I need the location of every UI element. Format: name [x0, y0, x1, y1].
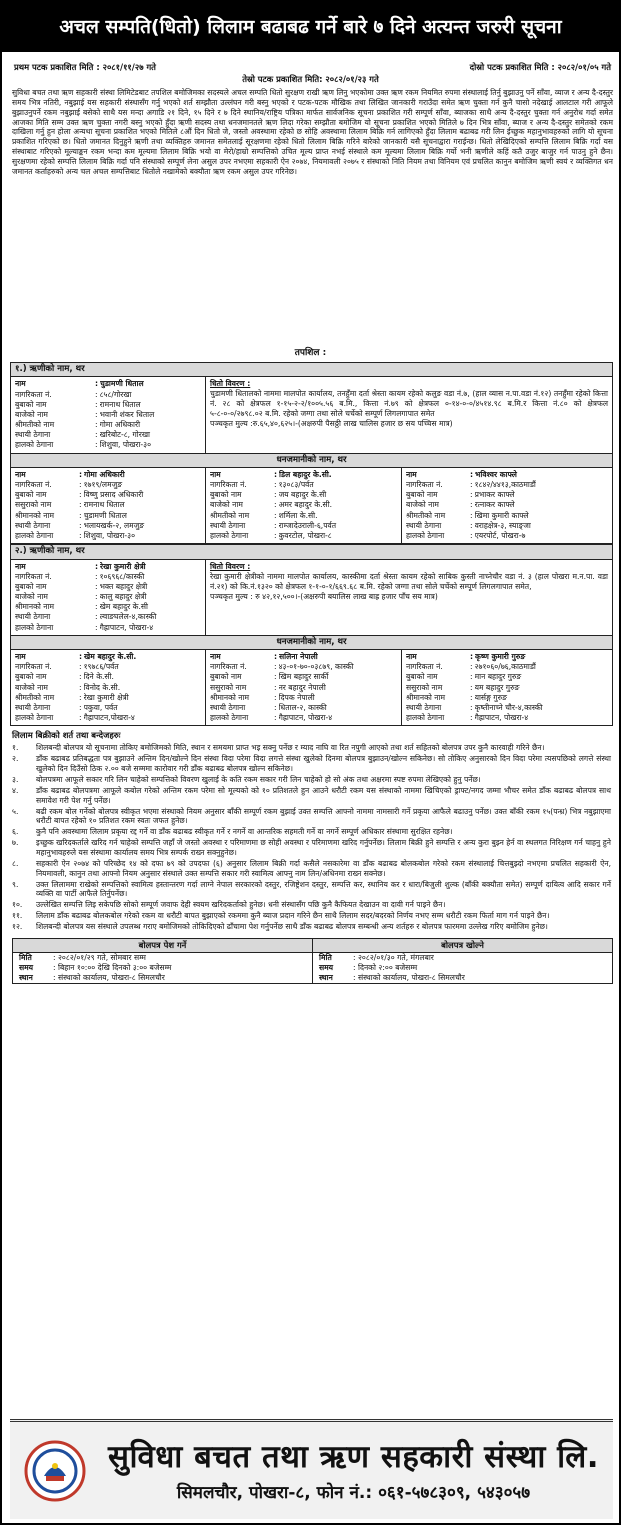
collateral-details: [206, 377, 612, 452]
bid-schedule: [12, 938, 613, 984]
cooperative-logo-icon: [24, 1440, 86, 1502]
bid-open-box: बोलपत्र खोल्ने मिति : २०८२/०१/३० गते, मंगलबार समय : दिनको २:०० बजेसम्म स्थान : संस्थाको कार्यालय, पोखरा-८ सिमलचौर: [313, 939, 612, 983]
publish-dates: [2, 52, 619, 73]
condition-item: १. शिलबन्दी बोलपत्र यो सूचनामा तोकिए बमोजिमको मिति, स्थान र समयमा प्राप्त भइ सक्नु पर्नेछ र म्याद नाघि वा रित नपुगी आएको तथा शर्त सहितको बोलपत्र उपर कुनै कारवाही गरिने छैन।: [12, 743, 545, 753]
organization-footer: [10, 1419, 613, 1519]
details-heading: तपशिल :: [294, 348, 327, 359]
conditions-title: लिलाम बिक्रीको शर्त तथा बन्देजहरुः: [12, 730, 121, 741]
borrower-details: नाम : रेखा कुमारी क्षेत्री नागरिकता नं. : १०६९६८/कास्की बुबाको नाम : भक्त बहादुर क्षेत्री बाजेको नाम : कालु बहादुर क्षेत्री श्रीमानको नाम : खेम बहादुर के.सी स्थायी ठेगाना : ल्वाङघलेल-४,कास्की हालको ठेगाना : गैह्रापाटन, पोखरा-४: [11, 560, 206, 635]
borrower-section-1: [10, 362, 613, 544]
organization-address: सिमलचौर, पोखरा-८, फोन नं.: ०६१-५७८३०९, ५४३०५७: [176, 1482, 531, 1503]
condition-item: ६. कुनै पनि अवस्थामा लिलाम प्रकृया रद्द गर्ने वा डाँक बढाबढ स्वीकृत गर्ने र नगर्ने वा आन्तरिक सहमती गर्ने वा नगर्ने सम्पूर्ण अधिकार संस्थामा सुरक्षित रहनेछ।: [12, 827, 453, 837]
collateral-value: पञ्चकृत मुल्य : रु ४२,१२,५००।-(अक्षरुपी बयालिस लाख बाह्र हजार पाँच सय मात्र): [210, 591, 438, 601]
second-publish-date: दोस्रो पटक प्रकाशित मिति : २०८२/०१/०५ गते: [469, 62, 611, 72]
guarantor-card: नाम : खेम बहादुर के.सी. नागरिकता नं. : १९७८६/पर्वत बुबाको नाम : दिने के.सी. बाजेको नाम : विनोद के.सी. श्रीमतीको नाम : रेखा कुमारी क्षेत्री स्थायी ठेगाना : पकुवा, पर्वत हालको ठेगाना : गैह्रापाटन,पोखरा-४: [11, 650, 206, 725]
borrower-name: चुडामणी धिताल: [100, 379, 144, 389]
guarantor-card: नाम : गोमा अधिकारी नागरिकता नं. : १७१९/लमजुङ बुबाको नाम : विष्णु प्रसाद अधिकारी ससुराको नाम : रामनाथ धिताल श्रीमानको नाम : चुडामणी धिताल स्थायी ठेगाना : भलायखर्क-२, लमजुङ हालको ठेगाना : शिशुवा, पोखरा-३०: [11, 468, 206, 543]
intro-paragraph: सुविधा बचत तथा ऋण सहकारी संस्था लिमिटेडबाट तपशिल बमोजिमका सदस्यले अचल सम्पति धितो सुरक्षण राखी ऋण लिनु भएकोमा उक्त ऋण रकम नियमित रुपमा संस्थालाई तिर्नु बुझाउनु पर्ने साँवा, व्याज र अन्य दै-दस्तुर समय भित्र नतिरी, नबुझाई यस सहकारी संस्थासँग गर्नु भएको शर्त सम्झौता उल्लंघन गरी बस्नु भएको र पटक-पटक मौखिक तथा लिखित जानकारी गराउँदा समेत ऋण चुक्ता गर्न कुनै चासो नदेखाई आलटाल गरी आफूले बुझाउनुपर्ने रकम नबुझाई बसेको साथै यस मन्दा अगाडि २१ दिने, १५ दिने र ७ दिने स्थानिय/राष्ट्रिय पत्रिका मार्फत सार्वजनिक सूचना प्रकाशित गरी सम्पूर्ण साँवा, ब्याजका साथै अन्य दै-दस्तुर चुक्ता गर्न अनुरोध गर्दा समेत आजका मिति सम्म उक्त ऋण चुक्ता नगरी बस्नु भएको हुँदा ऋणी सदस्य तथा धनजमानतले ऋण लिदा गरेका सम्झौता बमोजिम यो सूचना प्रकाशित भएको मितिले ७ दिन भित्र साँवा, ब्याज र अन्य दै-दस्तुर समेतको रकम दाखिला गर्नु हुन होला अन्यथा सूचना प्रकाशित भएको मितिले ८औं दिन धितो जे, जस्तो अवस्थामा रहेको छ सोहि अवस्थामा लिलाम बिक्रि गर्न लागिएको हुँदा लिलाम बढाबढ गरी लिन ईच्छुक महानुभावहरुको लागि यो सूचना प्रकाशित गरिएको छ। धितो जमानत दिनुहुने ऋणी तथा व्यक्तिहरु जमानत समेतलाई सूरक्षणमा रहेको धितो लिलाम बिक्रि गरिने बारेको जानकारी यसै सूचनाद्वारा गराईन्छ। धितो लेखिदिएको सम्पत्ति लिलाम बिक्रि गर्दा यस संस्थाबाट गरिएको मूल्याङ्कन रकम भन्दा कम मूल्यमा लिलाम बिक्रि भयो वा मेरो/हाम्रो सम्पत्तिको उचित मूल्य प्राप्त नभई संस्थाले कम मूल्यमा लिलाम बिक्रि गर्यो भनी ऋणीले कहिं कतै उजुर बाजुर गर्न पाउनु हुने छैन। सुरक्षणमा रहेको सम्पत्ति लिलाम बिक्रि गर्दा पनि संस्थाको सम्पूर्ण लेना असुल उपर नभएमा सहकारी ऐन २०७४, नियमावली २०७५ र संस्थाको निति नियम तथा विनियम एवं प्रचलित कानुन बमोजिम ऋणी स्वयं र व्यक्तिगत धन जमानत कर्ताहरुको अन्य चल अचल सम्पत्तिबाट धितोले नखामेको बक्यौता ऋण रकम असुल उपर गरिनेछ।: [12, 88, 613, 176]
borrower-heading: २.) ऋणीको नाम, थर: [11, 544, 612, 559]
collateral-description: चुडामणी धितालको नाममा मालपोत कार्यालय, तनहुँमा दर्ता श्रेस्ता कायम रहेको कलुङ वडा नं.७, (हाल व्यास न.पा.वडा नं.१२) तनहुँमा रहेको कित्ता नं. २८ को क्षेत्रफल १-१५-२-२/१००५.५६ ब.मि., कित्ता नं.७९ को क्षेत्रफल ०-१४-०-०/४५१४.९८ ब.मि.र कित्ता नं.८० को क्षेत्रफल ५-८-०-०/२७९८.०२ ब.मि. रहेको जग्गा तथा सोले चर्चेको सम्पूर्ण लिगलगापात समेत: [210, 389, 608, 419]
guarantor-card: नाम : डिल बहादुर के.सी. नागरिकता नं. : १३०८३/पर्वत बुबाको नाम : जय बहादुर के.सी बाजेको नाम : अमर बहादुर के.सी. श्रीमतीको नाम : शर्मिला के.सी. स्थायी ठेगाना : राम्जादेउराली-६,पर्वत हालको ठेगाना : कुवरटोल, पोखरा-८: [206, 468, 402, 543]
collateral-title: धितो विवरण :: [210, 379, 251, 389]
third-publish-date: तेस्रो पटक प्रकाशित मिति: २०८२/०१/२३ गते: [242, 74, 379, 85]
guarantor-card: नाम : भविश्वर काफ्ले नागरिकता नं. : १८४२/४४१३,काठमाडौं बुबाको नाम : प्रभाकर काफ्ले बाजेको नाम : रत्नाकर काफ्ले श्रीमतीको नाम : खिमा कुमारी काफ्ले स्थायी ठेगाना : वराहक्षेत्र-३, स्याङ्जा हालको ठेगाना : एयरपोर्ट, पोखरा-७: [406, 469, 536, 540]
guarantor-heading: धनजमानीको नाम, थर: [11, 636, 612, 650]
borrower-section-2: [10, 544, 613, 726]
condition-item: ३. बोलपत्रमा आफूले सकार गरि लिन चाहेको सम्पत्तिको विवरण खुलाई के कति रकम सकार गरी लिन चाहेको हो सो अंक तथा अक्षरमा स्पष्ट रुपमा लेखिएको हुनु पर्नेछ।: [12, 774, 481, 784]
condition-item: २. डाँक बढाबढ प्रतिबद्धता पत्र बुझाउने अन्तिम दिन/खोल्ने दिन संस्था विदा परेमा विदा लगत्ते संस्था खुलेको दिनमा बोलपत्र बुझाउन/खोल्न सकिनेछ। सो तोकिए अनुसारको दिन विदा परेमा त्यसपछिको लगत्ते संस्था खुलेको दिन दिउँसो ठिक २.०० बजे सम्ममा कारोवार गरी डाँक बढाबढ बोलपत्र खोल्न सकिनेछ।: [12, 754, 611, 774]
collateral-description: रेखा कुमारी क्षेत्रीको नाममा मालपोत कार्यालय, कास्कीमा दर्ता श्रेस्ता कायम रहेको साबिक कुस्ती नाच्नेचौर वडा नं. ३ (हाल पोखरा म.न.पा. वडा नं.२१) को कि.नं.१३२० को क्षेत्रफल १-१-०-१/६६९.६८ ब.मि. रहेको जग्गा तथा सोले चर्चेको सम्पूर्ण लिगलगापात समेत,: [210, 571, 608, 591]
guarantor-card: नाम : सलिना नेपाली नागरिकता नं. : ४३-०१-७०-०३८७९, कास्की बुबाको नाम : खिम बहादुर सार्की ससुराको नाम : नर बहादुर नेपाली श्रीमानको नाम : दिपक नेपाली स्थायी ठेगाना : धिताल-२, कास्की हालको ठेगाना : गैह्रापाटन, पोखरा-४: [206, 650, 402, 725]
borrower-name: रेखा कुमारी क्षेत्री: [100, 561, 146, 571]
organization-name: सुविधा बचत तथा ऋण सहकारी संस्था लि.: [107, 1438, 599, 1475]
condition-item: ५. बढी रकम बोल गर्नेको बोलपत्र स्वीकृत भएमा संस्थाको नियम अनुसार बाँकी सम्पूर्ण रकम बुझाई उक्त सम्पत्ति आफ्नो नाममा नामसारी गर्ने प्रकृया आफैले बढाउनु पर्नेछ। उक्त बाँकी रकम १५(पन्ध्र) भित्र नबुझाएमा धरौटी बापत रहेको १० प्रतिशत रकम स्वतः जफत हुनेछ।: [12, 806, 611, 826]
collateral-value: पञ्चकृत मुल्य :रु.६५,४०,६२५।-(अक्षरुपी पैसठ्ठी लाख चालिस हजार छ सय पच्चिस मात्र): [210, 419, 453, 429]
collateral-details: [206, 560, 612, 635]
first-publish-date: प्रथम पटक प्रकाशित मिति : २०८१/११/२७ गते: [14, 62, 156, 72]
condition-item: १०. उल्लेखित सम्पत्ति लिइ सकेपछि सोको सम्पूर्ण जवाफ देही स्वयम खरिदकर्ताको हुनेछ। धनी संस्थासँग पछि कुनै कैफियत देखाउन वा दावी गर्न पाइने छैन।: [12, 900, 446, 910]
condition-item: ७. इच्छुक खरिदकर्ताले खरिद गर्न चाहेको सम्पत्ति जहाँ जे जस्तो अवस्था र परिमाणमा छ सोही अवस्था र परिमाणमा खरिद गर्नुपर्नेछ। लिलाम बिक्री हुने सम्पत्ति र अन्य कुरा बुझ्न हेर्न वा स्थलगत निरिक्षण गर्न चाहनु हुने महानुभावहरुले यस संस्थामा कार्यालय समय भित्र सम्पर्क राख्न सक्नुहुनेछ।: [12, 838, 611, 857]
bid-submit-box: बोलपत्र पेश गर्ने मिति : २०८२/०१/२९ गते, सोमबार सम्म समय : बिहान १०:०० देखि दिनको ३:०० बजेसम्म स्थान : संस्थाको कार्यालय, पोखरा-८ सिमलचौर: [13, 939, 313, 983]
guarantor-heading: धनजमानीको नाम, थर: [11, 454, 612, 468]
condition-item: ११. लिलाम डाँक बढाबढ बोलकबोल गरेको रकम वा धरौटी बापत बुझाएको रकममा कुनै ब्याज प्रदान गरिने छैन साथै लिलाम सदर/बदरको निर्णय नभए सम्म धरौटी रकम फिर्ता माग गर्न पाइने छैन।: [12, 911, 550, 921]
conditions-list: [2, 743, 619, 931]
guarantor-card: नाम : कृष्ण कुमारी गुरुङ नागरिकता नं. : २७१०६०/७६,काठमाडौं बुबाको नाम : मान बहादुर गुरुङ ससुराको नाम : यम बहादुर गुरुङ श्रीमानको नाम : यार्सङ्ग गुरुङ स्थायी ठेगाना : कृष्तीनाच्ने चौर-४,कास्की हालको ठेगाना : गैह्रापाटन, पोखरा-४: [406, 652, 543, 723]
notice-title: अचल सम्पति(धितो) लिलाम बढाबढ गर्ने बारे ७ दिने अत्यन्त जरुरी सूचना: [2, 2, 619, 52]
borrower-details: नाम : चुडामणी धिताल नागरिकता नं. : ८५८/गोरखा बुबाको नाम : रामनाथ धिताल बाजेको नाम : भवानी शंकर धिताल श्रीमतीको नाम : गोमा अधिकारी स्थायी ठेगाना : खरिबोट-८, गोरखा हालको ठेगाना : शिशुवा, पोखरा-३०: [11, 377, 206, 452]
condition-item: १२. शिलबन्दी बोलपत्र यस संस्थाले उपलब्ध गराए बमोजिमको तोकिदिएको ढाँचामा पेश गर्नुपर्नेछ साथै डाँक बढाबढ बोलपत्र सम्बन्धी अन्य शर्तहरु र बोलपत्र फारममा उल्लेख गरिए बमोजिम हुनेछ।: [12, 921, 548, 931]
borrower-heading: १.) ऋणीको नाम, थर: [11, 363, 612, 377]
condition-item: ४. डाँक बढाबढ बोलपत्रमा आफूले कबोल गरेको अन्तिम रकम परेमा सो मूल्यको को १० प्रतिशतले हुन आउने धरौटी रकम यस संस्थाको नाममा खिचिएको ड्राफ्ट/नगद जम्मा भौचर समेत डाँक बढाबढ बोलपत्र साथ समावेश गरी पेश गर्नु पर्नेछ।: [12, 785, 611, 805]
condition-item: ९. उक्त लिलाममा राखेको सम्पत्तिको स्वामित्व हस्तान्तरण गर्दा लाग्ने नेपाल सरकारको दस्तुर, रजिष्ट्रेशन दस्तुर, सम्पत्ति कर, स्थानिय कर र धारा/बिजुली शुल्क (बाँकी बक्यौता समेत) सम्पूर्ण दायित्व आदि सकार गर्ने व्यक्ति वा पार्टी आफैले तिर्नुपर्नेछ।: [12, 879, 611, 899]
condition-item: ८. सहकारी ऐन २०७४ को परिच्छेद १४ को दफा ७९ को उपदफा (६) अनुसार लिलाम बिक्री गर्दा कसैले नसकारेमा वा डाँक बढाबढ बोलकबोल गरेको रकम संस्थालाई चित्तबुझ्दो नभएमा प्रचलित सहकारी ऐन, नियमावली, कानुन तथा आफ्नो नियम अनुसार संस्थाले उक्त सम्पत्ति सकार गरी स्वामित्व आफ्नु नाम लिन/अधिनमा राख्न सक्नेछ।: [12, 858, 611, 878]
collateral-title: धितो विवरण :: [210, 561, 251, 571]
